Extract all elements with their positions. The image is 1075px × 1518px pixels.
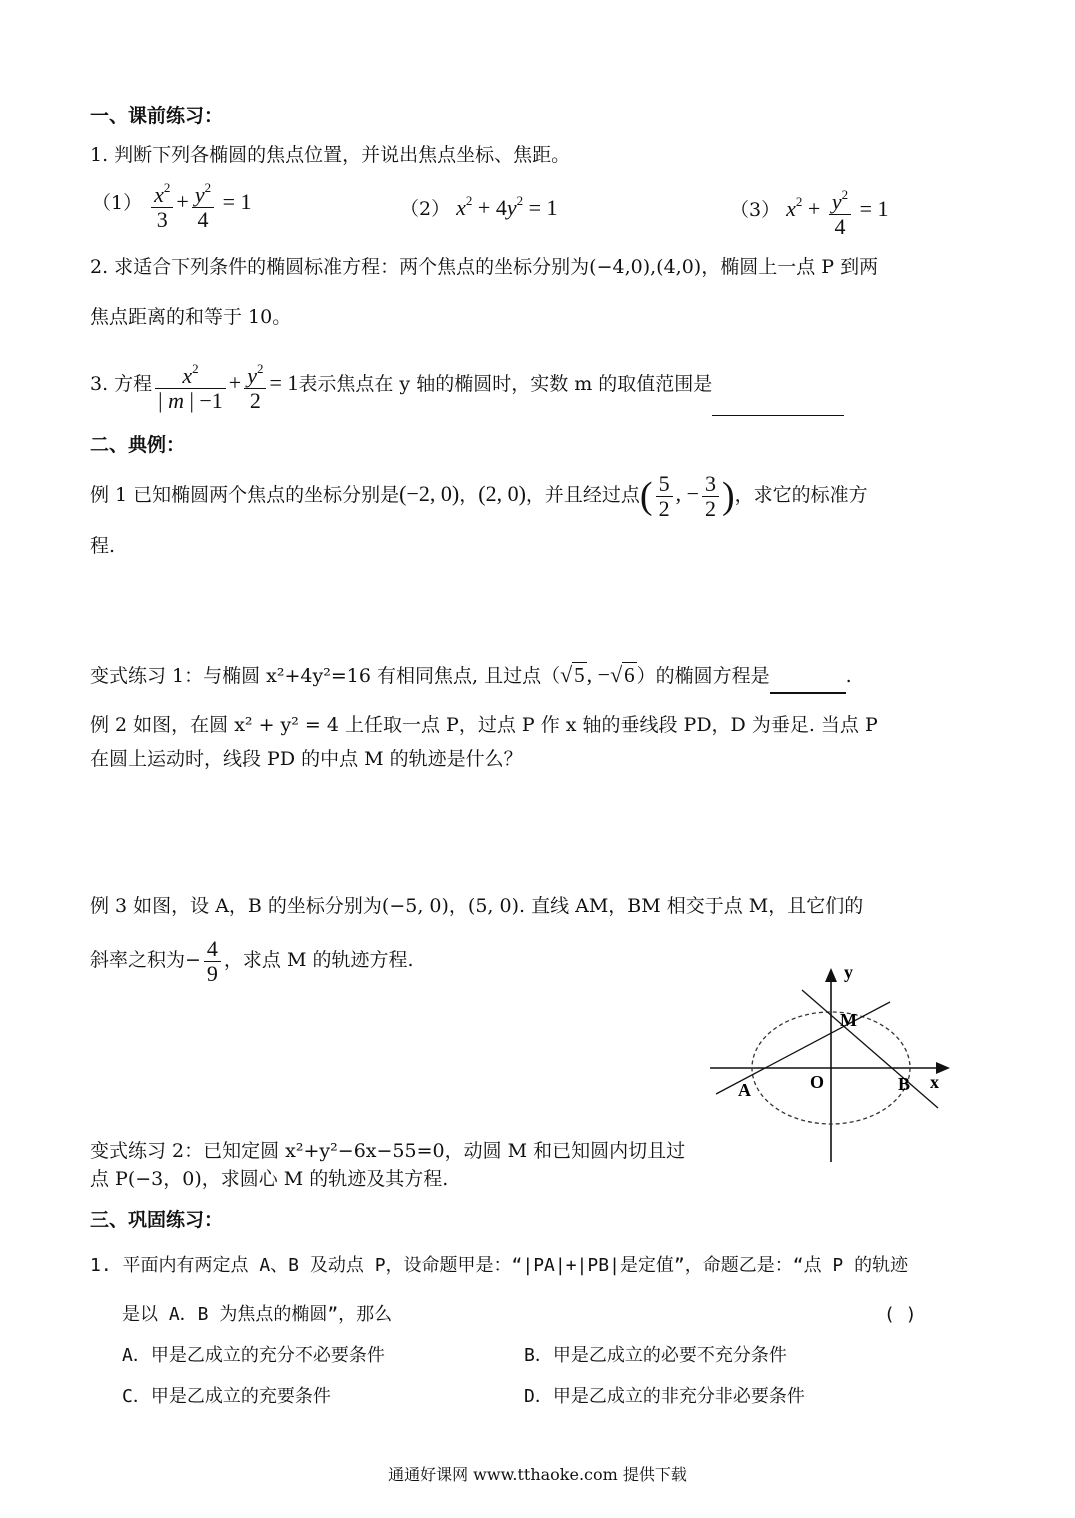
equation-3: （3） $x^2$ + $\frac{y^2}{4}$ = 1 [730,174,889,239]
item-label-2: （2） [400,198,451,220]
answer-bracket[interactable]: ( ) [884,1304,917,1325]
focus-point-2: (2, 0) [478,481,526,506]
section-title-examples: 二、典例： [90,434,186,456]
label-x: x [930,1072,939,1092]
label-a: A [738,1080,751,1100]
example-2-line-1: 例 2 如图，在圆 x² + y² = 4 上任取一点 P，过点 P 作 x 轴的垂线段 PD，D 为垂足. 当点 P [90,714,878,736]
example-2-line-2: 在圆上运动时，线段 PD 的中点 M 的轨迹是什么？ [90,748,523,770]
answer-blank[interactable] [712,359,844,416]
practice-1-line-1: 1. 平面内有两定点 A、B 及动点 P，设命题甲是：“|PA|+|PB|是定值”，命题乙是：“点 P 的轨迹 [90,1255,909,1276]
option-c[interactable]: C．甲是乙成立的充要条件 [122,1386,331,1407]
item-label-3: （3） [730,199,781,221]
example-3-suffix: ，求点 M 的轨迹方程. [223,949,414,971]
question-1-text: 1. 判断下列各椭圆的焦点位置，并说出焦点坐标、焦距。 [90,144,571,166]
example-3-prefix: 斜率之积为− [90,949,201,971]
example-1-line-2: 程. [90,535,116,557]
practice-1-line-2: 是以 A．B 为焦点的椭圆”，那么 [122,1304,393,1325]
separator: ， [459,484,479,506]
footer-credit: 通通好课网 www.tthaoke.com 提供下载 [388,1465,687,1484]
focus-point-1: (−2, 0) [399,481,460,506]
question-3-text: 表示焦点在 y 轴的椭圆时，实数 m 的取值范围是 [298,373,713,395]
question-2-line-2: 焦点距离的和等于 10。 [90,306,292,328]
example-3-line-2: 斜率之积为− $\frac{4}{9}$ ，求点 M 的轨迹方程. [90,935,414,986]
section-title-pre-class: 一、课前练习： [90,105,224,127]
label-o: O [810,1072,825,1092]
label-y: y [844,962,853,982]
section-title-practice: 三、巩固练习： [90,1209,224,1231]
option-b[interactable]: B．甲是乙成立的必要不充分条件 [524,1345,787,1366]
equation-1: （1） $\frac{x^2}{3}$ + $\frac{y^2}{4}$ = 1 [92,174,252,232]
example-1-prefix: 例 1 已知椭圆两个焦点的坐标分别是 [90,484,400,506]
question-3: 3. 方程 $\frac{x^2}{| m | -1}$ + $\frac{y^2}{2}$ = 1表示焦点在 y 轴的椭圆时，实数 m 的取值范围是 [90,355,844,416]
answer-blank[interactable] [770,666,846,694]
ellipse-figure [710,962,980,1170]
equation-2: （2） $x^2 + 4y^2 = 1$ [400,193,558,220]
example-3-line-1: 例 3 如图，设 A，B 的坐标分别为(−5, 0)，(5, 0). 直线 AM，BM 相交于点 M，且它们的 [90,895,864,917]
variant-2-line-1: 变式练习 2：已知定圆 x²+y²−6x−55=0，动圆 M 和已知圆内切且过 [90,1140,686,1162]
example-1-line-1: 例 1 已知椭圆两个焦点的坐标分别是(−2, 0)，(2, 0)，并且经过点( $\frac{5}{2}$ , − $\frac{3}{2}$ )，求它的标准方 [90,470,868,521]
label-b: B [898,1074,911,1094]
example-1-middle: ，并且经过点 [525,484,640,506]
option-a[interactable]: A．甲是乙成立的充分不必要条件 [122,1345,385,1366]
variant-1: 变式练习 1：与椭圆 x²+4y²=16 有相同焦点, 且过点（√5, −√6 ）的椭圆方程是 . [90,662,852,694]
variant-2-line-2: 点 P(−3，0)，求圆心 M 的轨迹及其方程. [90,1168,449,1190]
question-2-line-1: 2. 求适合下列条件的椭圆标准方程：两个焦点的坐标分别为(−4,0),(4,0)，椭圆上一点 P 到两 [90,256,879,278]
label-m: M [840,1010,857,1030]
example-1-suffix: ，求它的标准方 [734,484,868,506]
y-axis-arrow [825,968,837,982]
option-d[interactable]: D．甲是乙成立的非充分非必要条件 [524,1386,805,1407]
variant-1-prefix: 变式练习 1：与椭圆 x²+4y²=16 有相同焦点, 且过点（ [90,665,561,687]
question-3-prefix: 3. 方程 [90,373,153,395]
item-label-1: （1） [92,192,143,214]
variant-1-end: . [845,665,852,687]
variant-1-suffix: ）的椭圆方程是 [636,665,770,687]
